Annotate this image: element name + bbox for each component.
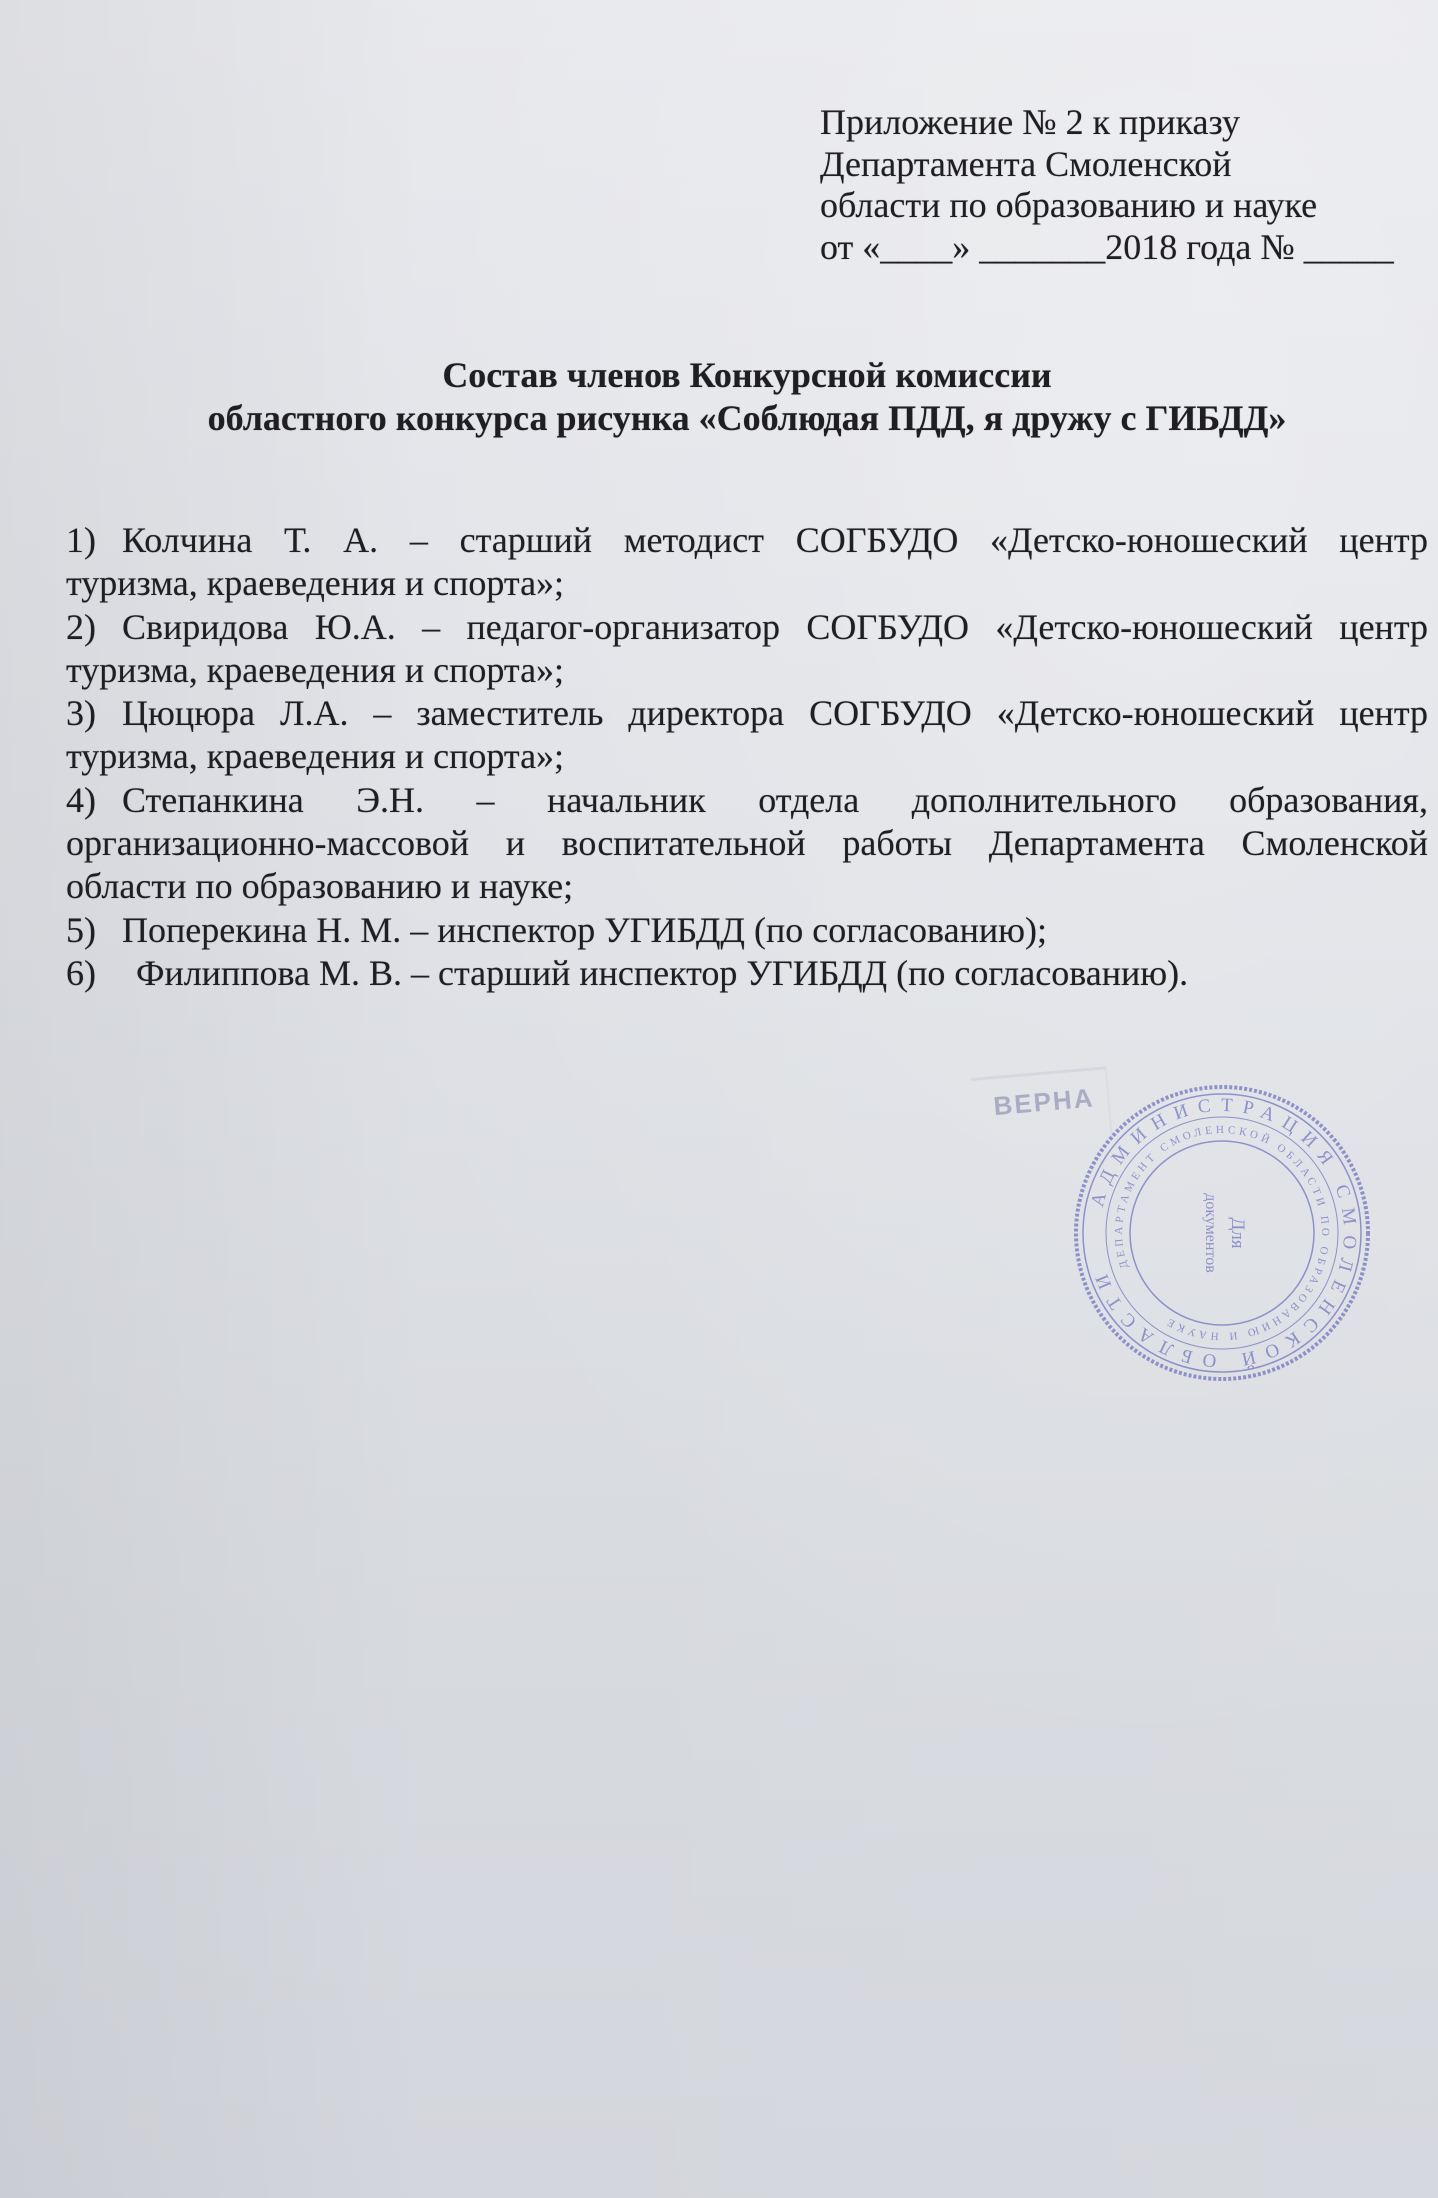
member-item-5 <box>66 909 1428 952</box>
member-line <box>66 779 1428 822</box>
member-text: Филиппова М. В. – старший инспектор УГИБДД (по согласованию). <box>136 952 1189 993</box>
member-line <box>66 865 1428 908</box>
member-text: Свиридова Ю.А. – педагог-организатор СОГБУДО «Детско-юношеский центр <box>122 606 1428 647</box>
member-text: Колчина Т. А. – старший методист СОГБУДО «Детско-юношеский центр <box>122 520 1428 560</box>
member-number: 2) <box>66 606 96 647</box>
title-line-1: Состав членов Конкурсной комиссии <box>442 355 1052 395</box>
appendix-header <box>820 102 1394 269</box>
seal-center-text-group <box>1202 1193 1248 1273</box>
header-line-2: Департамента Смоленской <box>820 143 1232 184</box>
member-line <box>66 562 1428 605</box>
member-line <box>66 822 1428 865</box>
member-line <box>66 909 1428 952</box>
seal-inner-ring-text: ДЕПАРТАМЕНТ СМОЛЕНСКОЙ ОБЛАСТИ ПО ОБРАЗОВАНИЮ И НАУКЕ <box>1112 1123 1332 1343</box>
member-number: 3) <box>66 693 96 734</box>
member-text: Поперекина Н. М. – инспектор УГИБДД (по согласованию); <box>122 909 1047 950</box>
seal-inner-ring <box>1130 1141 1314 1325</box>
member-number: 4) <box>66 779 96 820</box>
seal-outer-ring-text: АДМИНИСТРАЦИЯ СМОЛЕНСКОЙ ОБЛАСТИ <box>1087 1094 1361 1372</box>
member-item-6 <box>66 952 1428 995</box>
seal-outer-text <box>1058 1069 1386 1397</box>
member-text: Степанкина Э.Н. – начальник отдела дополнительного образования, <box>122 779 1428 820</box>
seal-center-line-1: Для <box>1227 1217 1248 1249</box>
member-line <box>66 519 1428 562</box>
header-line-4: от «____» _______2018 года № _____ <box>820 227 1394 268</box>
member-text: туризма, краеведения и спорта»; <box>66 736 565 777</box>
member-item-4 <box>66 779 1428 909</box>
seal-outer-text-group <box>1058 1069 1386 1397</box>
member-item-3 <box>66 692 1428 779</box>
document-title <box>66 354 1428 440</box>
member-number: 1) <box>66 520 96 560</box>
seal-middle-ring <box>1106 1117 1338 1349</box>
header-line-3: области по образованию и науке <box>820 185 1318 226</box>
member-line <box>66 606 1428 649</box>
title-line-2: областного конкурса рисунка «Соблюдая ПДД, я дружу с ГИБДД» <box>207 398 1287 438</box>
member-line <box>66 735 1428 778</box>
official-seal <box>1052 1063 1392 1403</box>
member-text: туризма, краеведения и спорта»; <box>66 563 565 604</box>
seal-center-line-2: документов <box>1202 1193 1219 1273</box>
seal-body <box>1058 1069 1386 1397</box>
member-number: 5) <box>66 909 96 950</box>
member-text: области по образованию и науке; <box>66 866 574 907</box>
header-line-1: Приложение № 2 к приказу <box>820 102 1240 142</box>
member-item-1 <box>66 519 1428 606</box>
member-number: 6) <box>66 952 96 993</box>
member-text: организационно-массовой и воспитательной работы Департамента Смоленской <box>66 823 1428 864</box>
member-text: туризма, краеведения и спорта»; <box>66 649 565 690</box>
member-line <box>66 649 1428 692</box>
member-line <box>66 952 1428 995</box>
member-line <box>66 692 1428 735</box>
member-text: Цюцюра Л.А. – заместитель директора СОГБУДО «Детско-юношеский центр <box>122 693 1428 734</box>
member-item-2 <box>66 606 1428 693</box>
certification-stamp-text: ВЕРНА <box>992 1082 1096 1122</box>
members-list <box>66 519 1428 995</box>
